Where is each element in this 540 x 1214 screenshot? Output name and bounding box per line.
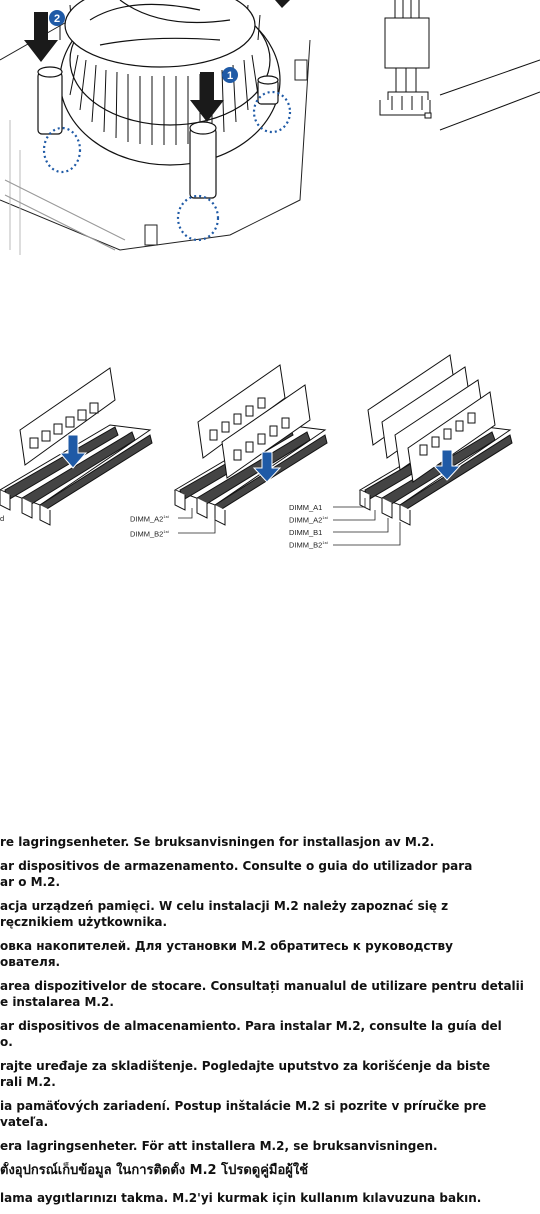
instruction-line: e instalarea M.2. (0, 995, 114, 1009)
instruction-line: acja urządzeń pamięci. W celu instalacji M.2 należy zapoznać się z (0, 899, 449, 913)
instruction-paragraph (0, 1190, 540, 1206)
dimm-label-b2-left: $DIMM\_B2^{1st}$ (130, 529, 169, 539)
instruction-line: era lagringsenheter. För att installera M.2, se bruksanvisningen. (0, 1139, 438, 1153)
instruction-paragraph (0, 938, 540, 970)
instruction-line: ar dispositivos de almacenamiento. Para instalar M.2, consulte la guía del (0, 1019, 502, 1033)
instruction-line: ar dispositivos de armazenamento. Consulte o guia do utilizador para (0, 859, 473, 873)
dimm-label-b2-right: $DIMM\_B2^{1st}$ (289, 540, 328, 550)
step-marker-2 (49, 10, 65, 26)
multilingual-storage-instructions (0, 834, 540, 1214)
dimm-label-a2-left: $DIMM\_A2^{1st}$ (130, 514, 169, 524)
instruction-paragraph (0, 898, 540, 930)
instruction-line: ar o M.2. (0, 875, 61, 889)
instruction-paragraph (0, 1138, 540, 1154)
dimm-label-partial: d (0, 514, 5, 523)
svg-text:1: 1 (226, 70, 234, 82)
dimm-label-a2-right: $DIMM\_A2^{1st}$ (289, 515, 328, 525)
instruction-line: area dispozitivelor de stocare. Consultați manualul de utilizare pentru detalii (0, 979, 524, 993)
instruction-paragraph (0, 834, 540, 850)
instruction-line: rajte uređaje za skladištenje. Pogledajte uputstvo za korišćenje da biste (0, 1059, 491, 1073)
instruction-line: овка накопителей. Для установки M.2 обратитесь к руководству (0, 939, 453, 953)
instruction-line: rali M.2. (0, 1075, 56, 1089)
dimm-label-b1-right: DIMM_B1 (289, 528, 323, 537)
dimm-installation-illustration (0, 340, 540, 560)
instruction-line: lama aygıtlarınızı takma. M.2'yi kurmak için kullanım kılavuzuna bakın. (0, 1191, 482, 1205)
cpu-fan-connector-illustration (380, 0, 540, 130)
instruction-line: o. (0, 1035, 13, 1049)
instruction-line: re lagringsenheter. Se bruksanvisningen for installasjon av M.2. (0, 835, 435, 849)
instruction-paragraph (0, 1162, 540, 1180)
instruction-line: ręcznikiem użytkownika. (0, 915, 168, 929)
svg-text:2: 2 (53, 13, 61, 25)
instruction-line: ователя. (0, 955, 61, 969)
instruction-paragraph (0, 1018, 540, 1050)
step-marker-1 (222, 67, 238, 83)
instruction-paragraph (0, 1058, 540, 1090)
cpu-cooler-installation-illustration (0, 0, 540, 260)
instruction-paragraph (0, 978, 540, 1010)
instruction-line: ตั้งอุปกรณ์เก็บข้อมูล ในการติดตั้ง M.2 โปรดดูคู่มือผู้ใช้ (0, 1163, 309, 1178)
instruction-line: ia pamäťových zariadení. Postup inštalácie M.2 si pozrite v príručke pre (0, 1099, 487, 1113)
instruction-paragraph (0, 858, 540, 890)
instruction-paragraph (0, 1098, 540, 1130)
instruction-line: vateľa. (0, 1115, 49, 1129)
dimm-label-a1-right: DIMM_A1 (289, 503, 323, 512)
